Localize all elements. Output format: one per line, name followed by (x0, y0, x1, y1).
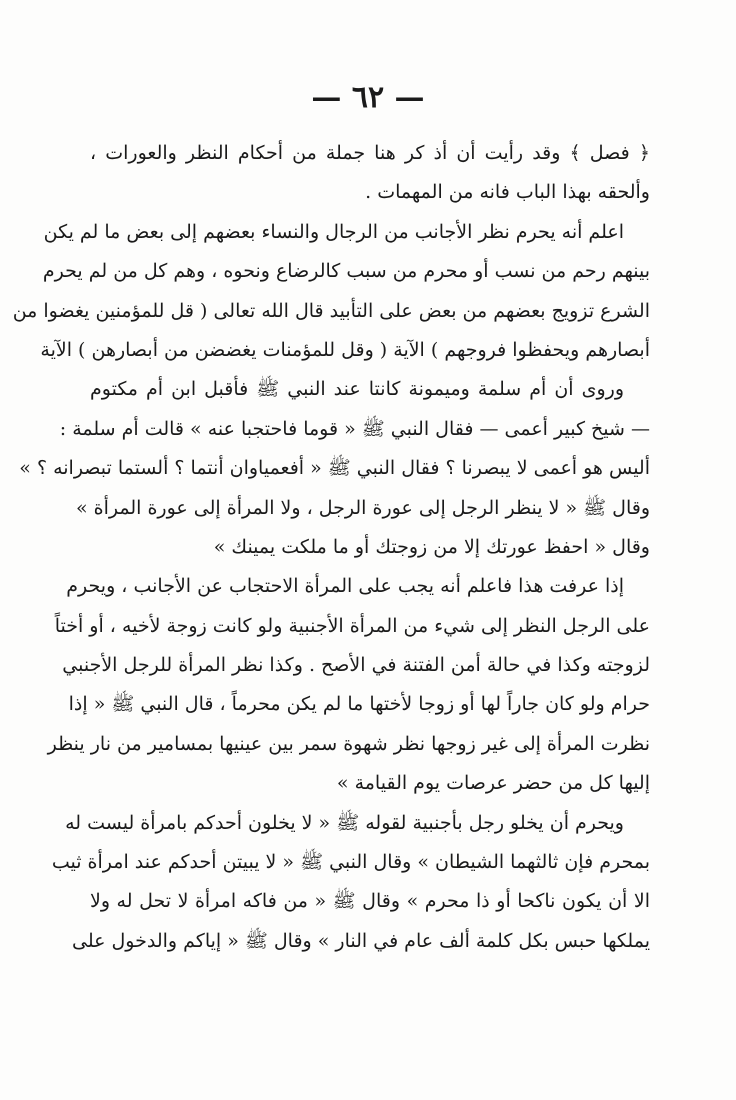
text-line: وقال ﷺ « لا ينظر الرجل إلى عورة الرجل ، ولا المرأة إلى عورة المرأة » (76, 496, 650, 519)
text-line: أليس هو أعمى لا يبصرنا ؟ فقال النبي ﷺ « أفعمياوان أنتما ؟ ألستما تبصرانه ؟ » (19, 457, 650, 480)
text-line: لزوجته وكذا في حالة أمن الفتنة في الأصح . وكذا نظر المرأة للرجل الأجنبي (62, 654, 650, 677)
text-line: الا أن يكون ناكحا أو ذا محرم » وقال ﷺ « من فاكه امرأة لا تحل له ولا (90, 890, 650, 913)
text-line: بينهم رحم من نسب أو محرم من سبب كالرضاع ونحوه ، وهم كل من لم يحرم (42, 260, 650, 283)
text-line: إذا عرفت هذا فاعلم أنه يجب على المرأة الاحتجاب عن الأجانب ، ويحرم (66, 575, 624, 598)
text-line: على الرجل النظر إلى شيء من المرأة الأجنبية ولو كانت زوجة لأخيه ، أو أختاً (54, 614, 650, 637)
text-line: اعلم أنه يحرم نظر الأجانب من الرجال والنساء بعضهم إلى بعض ما لم يكن (43, 220, 624, 243)
text-line: نظرت المرأة إلى غير زوجها نظر شهوة سمر بين عينيها بمسامير من نار ينظر (47, 732, 650, 755)
text-line: وألحقه بهذا الباب فانه من المهمات . (365, 181, 650, 204)
text-line: وروى أن أم سلمة وميمونة كانتا عند النبي ﷺ فأقبل ابن أم مكتوم (90, 378, 624, 401)
text-line: وقال « احفظ عورتك إلا من زوجتك أو ما ملكت يمينك » (213, 535, 650, 558)
text-line: بمحرم فإن ثالثهما الشيطان » وقال النبي ﷺ « لا يبيتن أحدكم عند امرأة ثيب (51, 851, 650, 874)
text-line: — شيخ كبير أعمى — فقال النبي ﷺ « قوما فاحتجبا عنه » قالت أم سلمة : (59, 417, 650, 440)
text-line: حرام ولو كان جاراً لها أو زوجا لأختها ما لم يكن محرماً ، قال النبي ﷺ « إذا (68, 693, 650, 716)
page-number: — ٦٢ — (311, 80, 425, 115)
text-line: الشرع تزويج بعضهم من بعض على التأبيد قال الله تعالى ( قل للمؤمنين يغضوا من (12, 299, 650, 322)
page-text (12, 134, 650, 961)
text-line: يملكها حبس بكل كلمة ألف عام في النار » وقال ﷺ « إياكم والدخول على (72, 929, 650, 952)
text-line: أبصارهم ويحفظوا فروجهم ) الآية ( وقل للمؤمنات يغضضن من أبصارهن ) الآية (40, 338, 650, 361)
text-line: إليها كل من حضر عرصات يوم القيامة » (336, 772, 650, 795)
text-line: ويحرم أن يخلو رجل بأجنبية لقوله ﷺ « لا يخلون أحدكم بامرأة ليست له (65, 811, 624, 834)
text-line: ﴿ فصل ﴾ وقد رأيت أن أذ كر هنا جملة من أحكام النظر والعورات ، (90, 142, 650, 164)
